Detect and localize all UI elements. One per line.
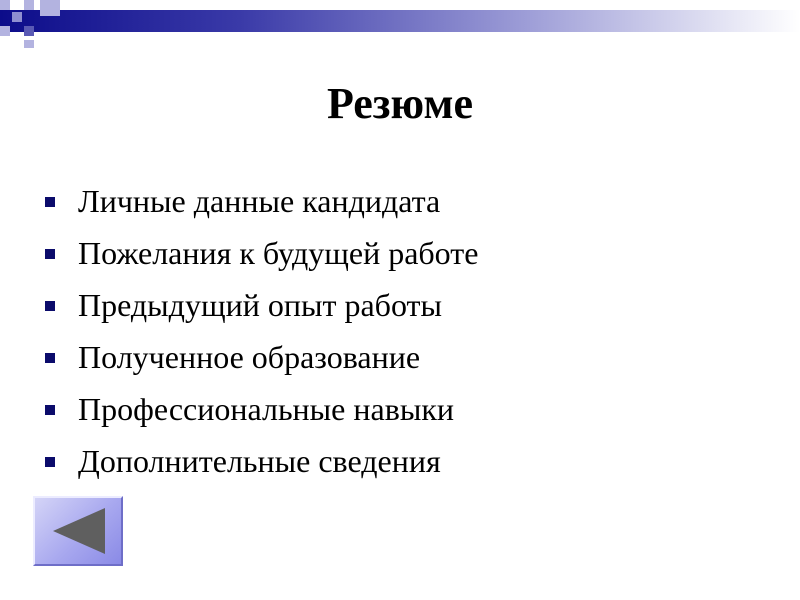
back-button[interactable] [33,496,123,566]
list-item-text: Личные данные кандидата [78,183,441,219]
decor-square [40,0,60,16]
square-bullet-icon [45,301,55,311]
square-bullet-icon [45,197,55,207]
list-item-text: Предыдущий опыт работы [78,287,442,323]
triangle-left-icon [35,498,121,564]
square-bullet-icon [45,353,55,363]
decor-square [24,40,34,48]
decor-square [12,12,22,22]
decor-square [0,0,10,10]
list-item-text: Дополнительные сведения [78,443,441,479]
decor-square [24,0,34,10]
square-bullet-icon [45,405,55,415]
list-item-text: Полученное образование [78,339,421,375]
decor-square [24,26,34,36]
square-bullet-icon [45,457,55,467]
decor-square [0,26,10,36]
list-item-text: Профессиональные навыки [78,391,454,427]
header-gradient-bar [0,10,800,32]
square-bullet-icon [45,249,55,259]
list-item-text: Пожелания к будущей работе [78,235,479,271]
slide-title: Резюме [326,79,474,128]
